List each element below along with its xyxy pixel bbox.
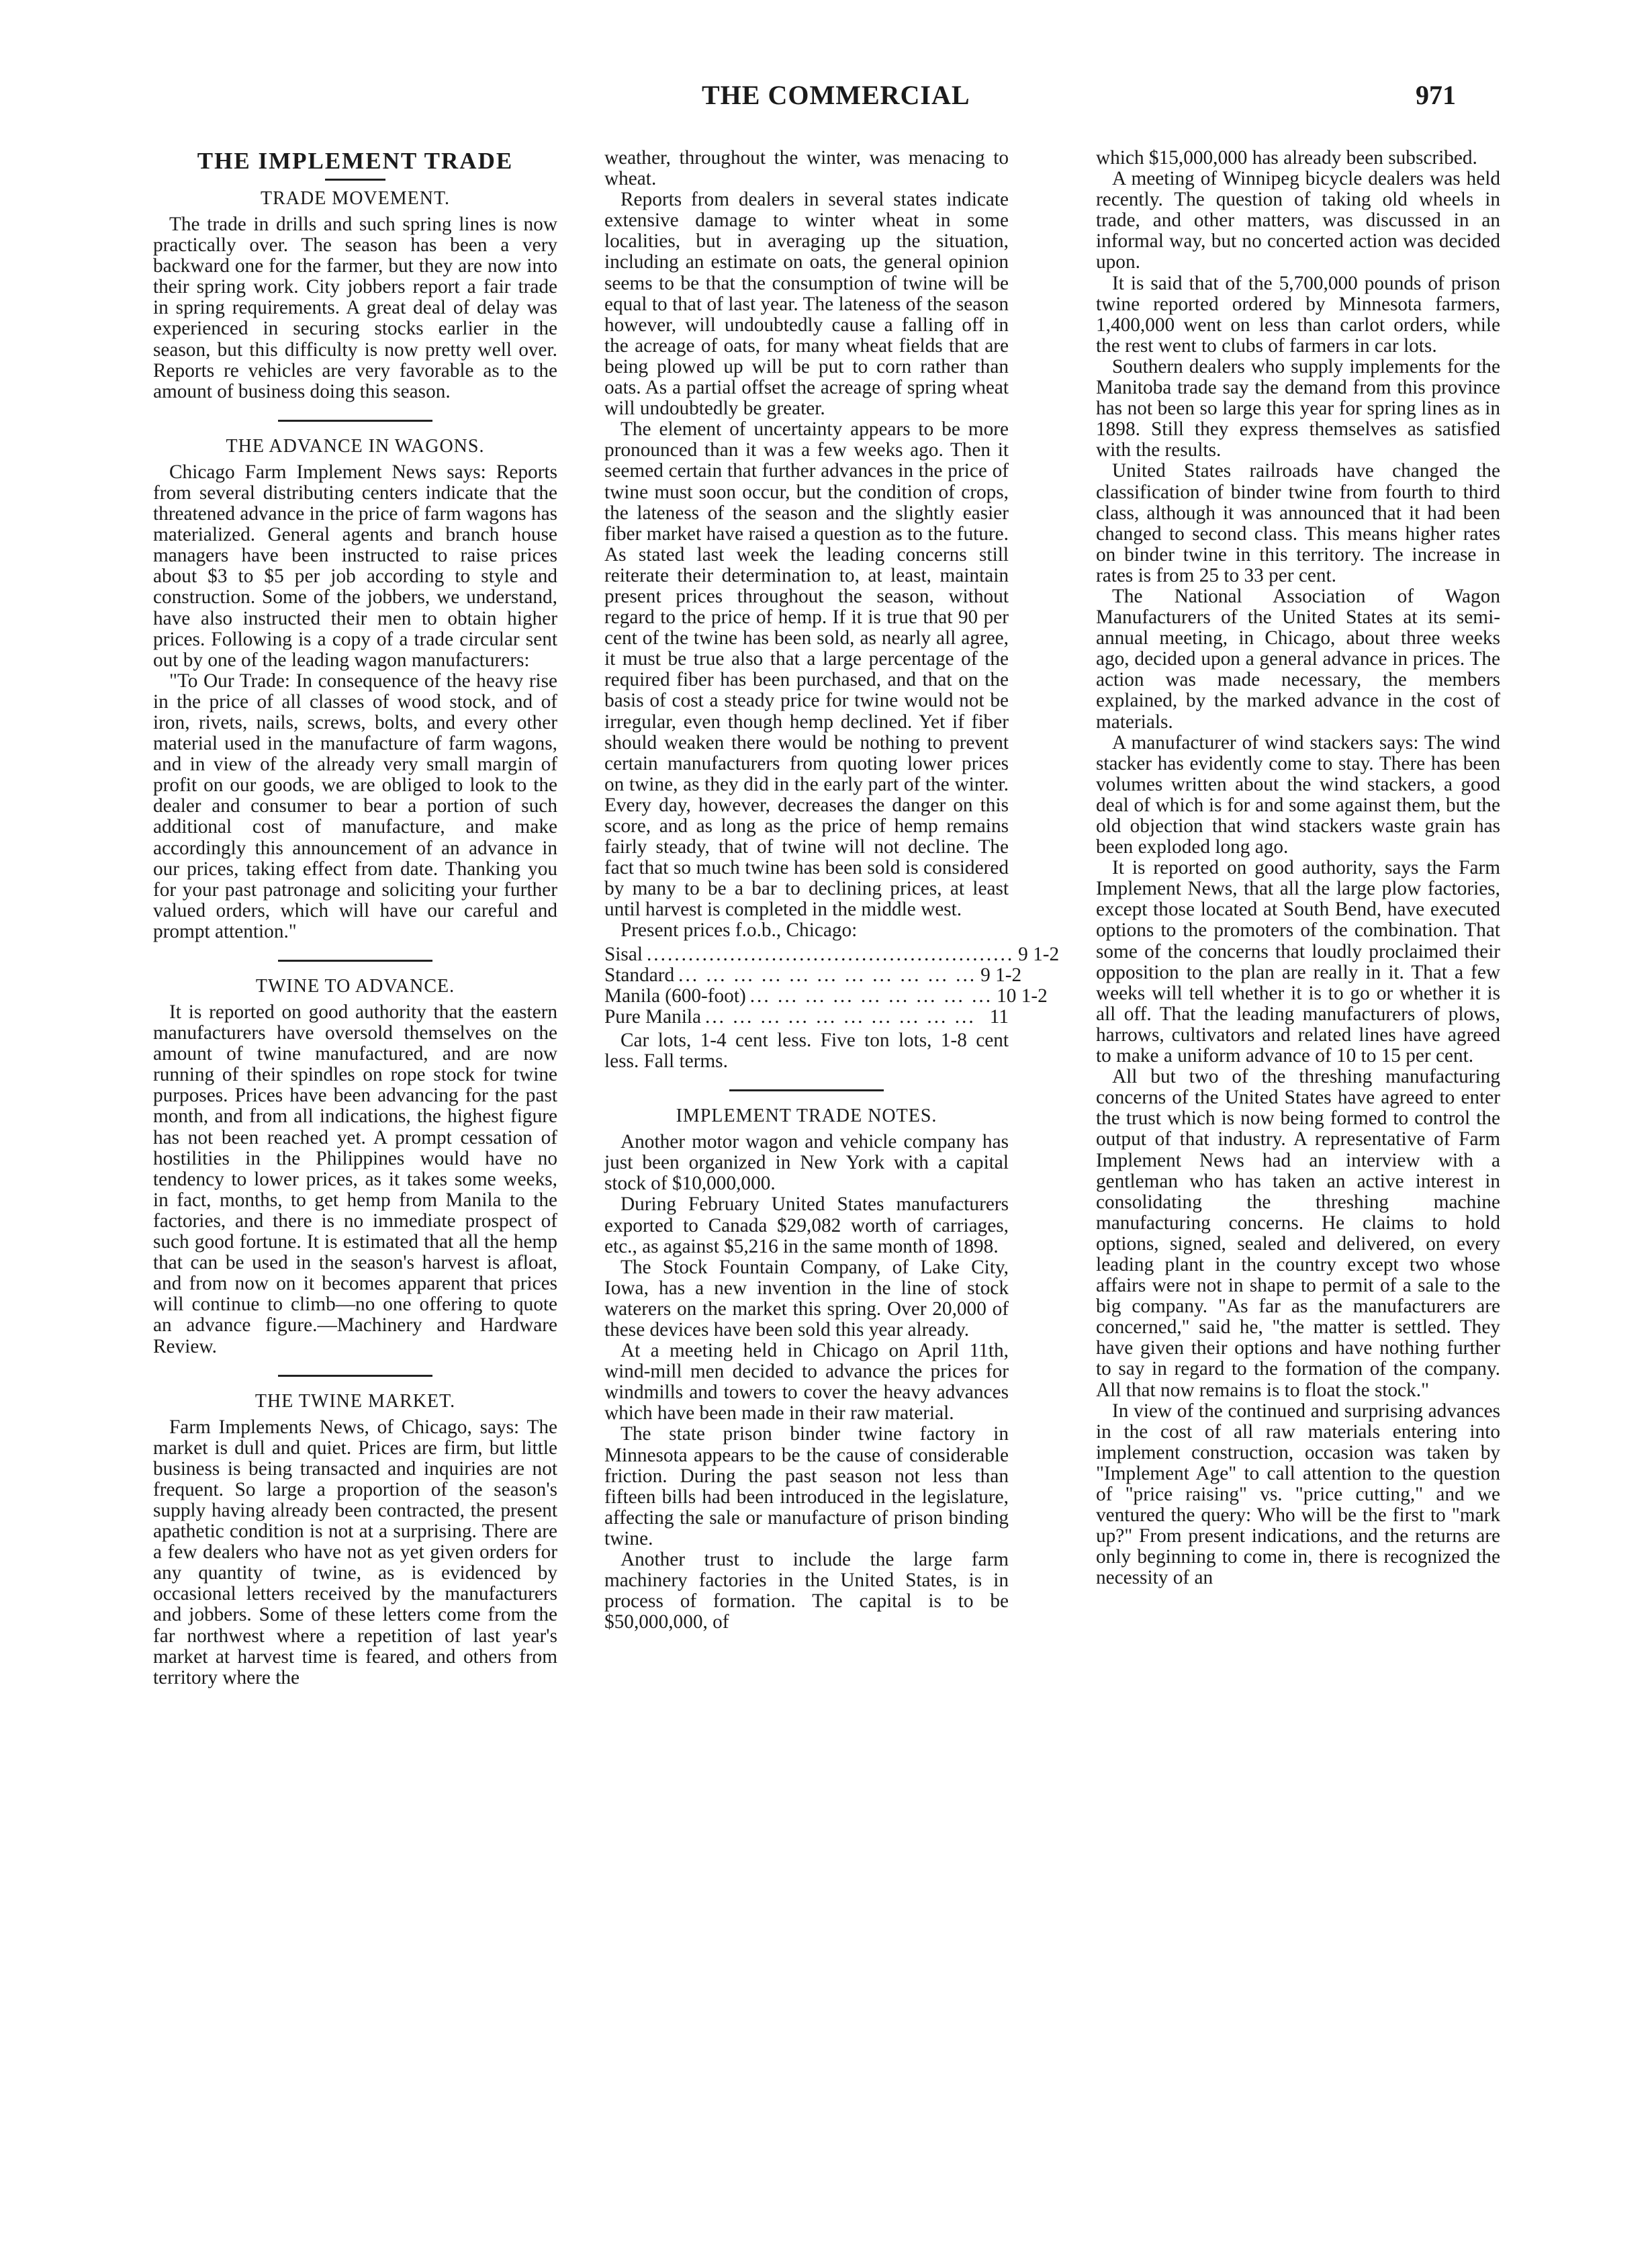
- column-1: [153, 148, 557, 1688]
- price-item-name: Pure Manila: [604, 1005, 702, 1028]
- article-implement-trade-notes: [604, 1105, 1009, 1633]
- section-title: THE IMPLEMENT TRADE: [197, 148, 514, 174]
- price-item-value: 11: [989, 1005, 1009, 1028]
- article-heading: IMPLEMENT TRADE NOTES.: [676, 1105, 937, 1127]
- title-rule: [325, 179, 385, 181]
- price-item-name: Standard: [604, 964, 675, 986]
- note-text: It is reported on good authority, says the Farm Implement News, that all the large plow factories, except those located at South Bend, have executed options to the promoters of the combination. That some of the concerns that loudly proclaimed their opposition to the plan are really in it. That a few weeks will tell whether it is to go or whether it is all off. That the leading manufacturers of plows, harrows, cultivators and related lines have agreed to make a uniform advance of 10 to 15 per cent.: [1096, 857, 1500, 1067]
- article-text: The trade in drills and such spring lines is now practically over. The season has been a very backward one for the farmer, but they are now into their spring work. City jobbers report a fair trade in spring requirements. A great deal of delay was experienced in securing stocks earlier in the season, but this difficulty is now pretty well over. Reports re vehicles are very favorable as to the amount of business doing this season.: [153, 214, 557, 402]
- article-heading: THE TWINE MARKET.: [255, 1390, 456, 1412]
- article-separator: [278, 1375, 432, 1377]
- note-text: which $15,000,000 has already been subscribed.: [1096, 147, 1477, 169]
- note-text: During February United States manufacturers exported to Canada $29,082 worth of carriages, etc., as against $5,216 in the same month of 1898.: [604, 1193, 1009, 1257]
- article-text: "To Our Trade: In consequence of the heavy rise in the price of all classes of wood stock, and of iron, rivets, nails, screws, bolts, and every other material used in the manufacture of farm wagons, and in view of the already very small margin of profit on our goods, we are obliged to look to the dealer and consumer to bear a portion of such additional cost of manufacture, and make accordingly this announcement of an advance in our prices, taking effect from date. Thanking you for your past patronage and soliciting your further valued orders, which will have our careful and prompt attention.": [153, 670, 557, 942]
- publication-title: THE COMMERCIAL: [702, 80, 970, 110]
- article-separator: [278, 420, 432, 422]
- page-number: 971: [1416, 80, 1456, 110]
- price-row: Sisal ..................................................... 9 1-2: [604, 943, 1060, 965]
- price-item-name: Sisal: [604, 943, 643, 965]
- article-separator: [729, 1089, 884, 1091]
- price-row: Pure Manila ... ... ... ... ... ... ... ... ... ... 11: [604, 1005, 1009, 1028]
- article-twine-to-advance: [153, 975, 557, 1357]
- prices-note: Car lots, 1-4 cent less. Five ton lots, 1-8 cent less. Fall terms.: [604, 1029, 1009, 1073]
- column-2: [604, 147, 1060, 1633]
- article-text: Farm Implements News, of Chicago, says: The market is dull and quiet. Prices are firm, but little business is being transacted and inquiries are not frequent. So large a proportion of the season's supply having already been contracted, the present apathetic condition is not at a surprising. There are a few dealers who have not as yet given orders for any quantity of twine, as is evidenced by occasional letters received by the manufacturers and jobbers. Some of these letters come from the far northwest where a repetition of last year's market at harvest time is feared, and others from territory where the: [153, 1416, 557, 1688]
- article-text: Chicago Farm Implement News says: Reports from several distributing centers indicate that the threatened advance in the price of farm wagons has materialized. General agents and branch house managers have been instructed to raise prices about $3 to $5 per job according to style and construction. Some of the jobbers, we understand, have also instructed their men to obtain higher prices. Following is a copy of a trade circular sent out by one of the leading wagon manufacturers:: [153, 461, 557, 671]
- price-item-value: 9 1-2: [1018, 943, 1060, 965]
- note-text: Another motor wagon and vehicle company has just been organized in New York with a capital stock of $10,000,000.: [604, 1131, 1009, 1195]
- article-heading: TRADE MOVEMENT.: [260, 188, 450, 209]
- note-text: The Stock Fountain Company, of Lake City, Iowa, has a new invention in the line of stock waterers on the market this spring. Over 20,000 of these devices have been sold this year already.: [604, 1256, 1009, 1341]
- article-heading: TWINE TO ADVANCE.: [255, 976, 455, 997]
- article-text: The element of uncertainty appears to be more pronounced than it was a few weeks ago. Then it seemed certain that further advances in the price of twine must soon occur, but the condition of crops, the lateness of the season and the slightly easier fiber market have raised a question as to the future. As stated last week the leading concerns still reiterate their determination to, at least, maintain present prices throughout the season, without regard to the price of hemp. If it is true that 90 per cent of the twine has been sold, as nearly all agree, it must be true also that a large percentage of the required fiber has been purchased, and that on the basis of cost a steady price for twine would not be irregular, even though hemp declined. Yet if fiber should weaken there would be nothing to prevent certain manufacturers from quoting lower prices on twine, as they did in the early part of the winter. Every day, however, decreases the danger on this score, and as long as the price of hemp remains fairly steady, that of twine will not decline. The fact that so much twine has been sold is considered by many to be a bar to declining prices, at least until harvest is completed in the middle west.: [604, 418, 1009, 921]
- article-advance-in-wagons: [153, 435, 557, 942]
- prices-intro: Present prices f.o.b., Chicago:: [621, 919, 858, 942]
- price-row: Manila (600-foot) ... ... ... ... ... ... ... ... ... 10 1-2: [604, 985, 1048, 1007]
- twine-price-list: [604, 943, 1060, 1028]
- note-text: A manufacturer of wind stackers says: The wind stacker has evidently come to stay. There has been volumes written about the wind stackers, a good deal of which is for and some against them, but the old objection that wind stackers waste grain has been exploded long ago.: [1096, 731, 1500, 858]
- article-separator: [278, 960, 432, 962]
- price-item-value: 10 1-2: [997, 985, 1048, 1007]
- price-item-name: Manila (600-foot): [604, 985, 746, 1007]
- note-text: In view of the continued and surprising advances in the cost of all raw materials entering into implement construction, occasion was taken by "Implement Age" to call attention to the question of "price raising" vs. "price cutting," and we ventured the query: Who will be the first to "mark up?" From present indications, and the returns are only beginning to come in, there is recognized the necessity of an: [1096, 1400, 1500, 1589]
- note-text: At a meeting held in Chicago on April 11th, wind-mill men decided to advance the prices for windmills and towers to cover the heavy advances which have been made in their raw material.: [604, 1340, 1009, 1424]
- masthead: [0, 79, 1652, 120]
- article-text: It is reported on good authority that the eastern manufacturers have oversold themselves on the amount of twine manufactured, and are now running of their spindles on rope stock for twine purposes. Prices have been advancing for the past month, and from all indications, the highest figure has not been reached yet. A prompt cessation of hostilities in the Philippines would have no tendency to lower prices, as it takes some weeks, in fact, months, to get hemp from Manila to the factories, and there is no immediate prospect of such good fortune. It is estimated that all the hemp that can be used in the season's harvest is afloat, and from now on it becomes apparent that prices will continue to climb—no one offering to quote an advance figure.—Machinery and Hardware Review.: [153, 1001, 557, 1357]
- price-item-value: 9 1-2: [980, 964, 1022, 986]
- column-3: [1096, 148, 1500, 1588]
- price-row: Standard ... ... ... ... ... ... ... ... ... ... ... 9 1-2: [604, 964, 1022, 986]
- note-text: The National Association of Wagon Manufacturers of the United States at its semi-annual meeting, in Chicago, about three weeks ago, decided upon a general advance in prices. The action was made necessary, the members explained, by the marked advance in the cost of materials.: [1096, 585, 1500, 733]
- note-text: United States railroads have changed the classification of binder twine from fourth to third class, although it was announced that it had been changed to second class. This means higher rates on binder twine in this territory. The increase in rates is from 25 to 33 per cent.: [1096, 460, 1500, 586]
- note-text: A meeting of Winnipeg bicycle dealers was held recently. The question of taking old wheels in trade, and other matters, was discussed in an informal way, but no concerted action was decided upon.: [1096, 168, 1500, 273]
- article-text: weather, throughout the winter, was menacing to wheat.: [604, 147, 1009, 190]
- article-twine-market: [153, 1390, 557, 1688]
- article-heading: THE ADVANCE IN WAGONS.: [226, 435, 485, 457]
- article-text: Reports from dealers in several states indicate extensive damage to winter wheat in some localities, but in averaging up the situation, including an estimate on oats, the general opinion seems to be that the consumption of twine will be equal to that of last year. The lateness of the season however, will undoubtedly cause a falling off in the acreage of oats, for many wheat fields that are being plowed up will be put to corn rather than oats. As a partial offset the acreage of spring wheat will undoubtedly be greater.: [604, 189, 1009, 420]
- note-text: Another trust to include the large farm machinery factories in the United States, is in process of formation. The capital is to be $50,000,000, of: [604, 1549, 1009, 1633]
- note-text: All but two of the threshing manufacturing concerns of the United States have agreed to enter the trust which is now being formed to control the output of that industry. A representative of Farm Implement News had an interview with a gentleman who has taken an active interest in consolidating the threshing machine manufacturing concerns. He claims to hold options, signed, sealed and delivered, on every leading plant in the country except two whose affairs were not in shape to permit of a sale to the big company. "As far as the manufacturers are concerned," said he, "the matter is settled. They have given their options and have nothing further to say in regard to the formation of the company. All that now remains is to float the stock.": [1096, 1066, 1500, 1401]
- article-trade-movement: [153, 187, 557, 402]
- note-text: The state prison binder twine factory in Minnesota appears to be the cause of considerable friction. During the past season not less than fifteen bills had been introduced in the legislature, affecting the sale or manufacture of prison binding twine.: [604, 1423, 1009, 1549]
- note-text: Southern dealers who supply implements for the Manitoba trade say the demand from this province has not been so large this year for spring lines as in 1898. Still they express themselves as satisfied with the results.: [1096, 355, 1500, 461]
- note-text: It is said that of the 5,700,000 pounds of prison twine reported ordered by Minnesota farmers, 1,400,000 went on less than carlot orders, while the rest went to clubs of farmers in car lots.: [1096, 272, 1500, 357]
